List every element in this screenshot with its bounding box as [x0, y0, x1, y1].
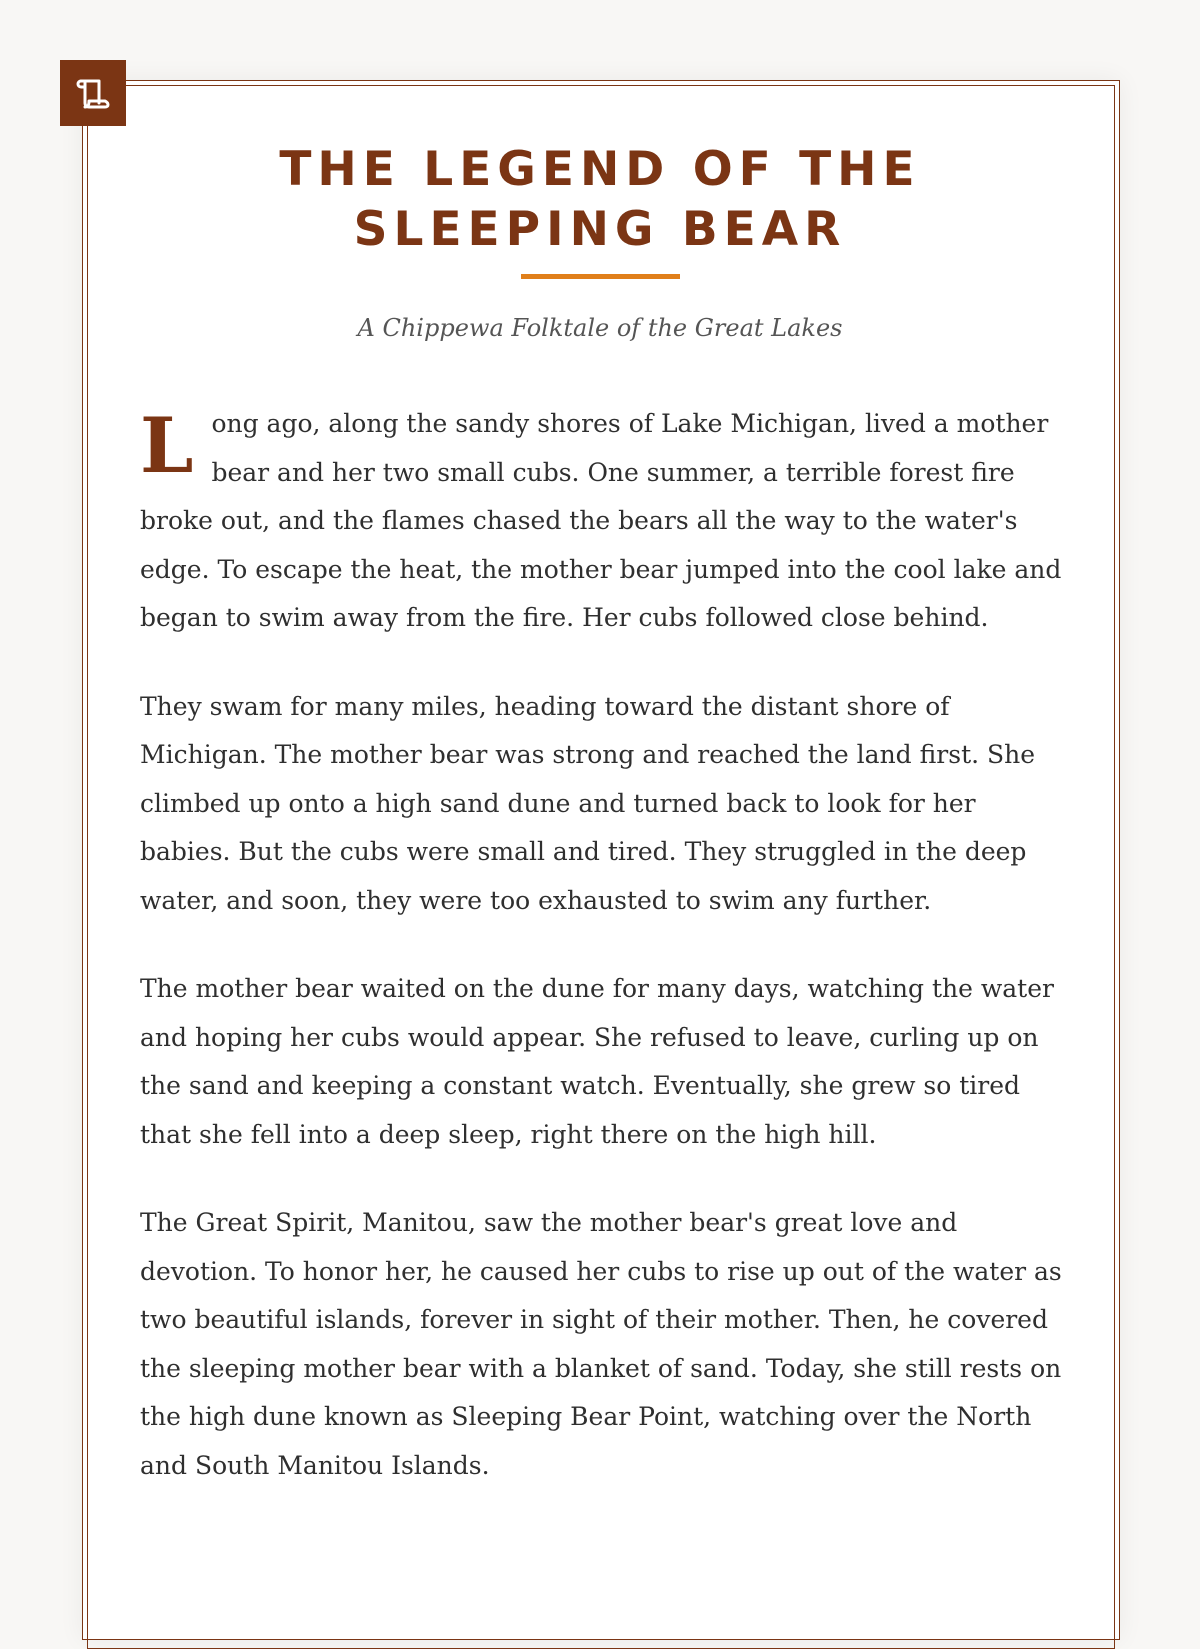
- story-subtitle: A Chippewa Folktale of the Great Lakes: [357, 314, 843, 342]
- drop-cap: L: [140, 401, 194, 490]
- story-paragraph-3: The mother bear waited on the dune for many days, watching the water and hoping her cubs would appear. She refused to leave, curling up on the sand and keeping a constant watch. Eventually, she grew so tired that she fell into a deep sleep, right there on the high hill.: [140, 974, 1054, 1149]
- story-body: [140, 400, 1070, 1530]
- story-title: THE LEGEND OF THE SLEEPING BEAR: [279, 142, 921, 257]
- story-paragraph-2: They swam for many miles, heading toward the distant shore of Michigan. The mother bear was strong and reached the land first. She climbed up onto a high sand dune and turned back to look for her babies. But the cubs were small and tired. They struggled in the deep water, and soon, they were too exhausted to swim any further.: [140, 691, 1036, 915]
- story-paragraph-1: [140, 400, 1070, 643]
- scroll-icon: [73, 73, 113, 113]
- paragraph-1-text: ong ago, along the sandy shores of Lake Michigan, lived a mother bear and her two small cubs. One summer, a terrible forest fire broke out, and the flames chased the bears all the way to the water's edge. To escape the heat, the mother bear jumped into the cool lake and began to swim away from the fire. Her cubs followed close behind.: [140, 409, 1062, 632]
- scroll-badge: [60, 60, 126, 126]
- title-underline: [521, 274, 680, 279]
- story-paragraph-4: The Great Spirit, Manitou, saw the mother bear's great love and devotion. To honor her, he caused her cubs to rise up out of the water as two beautiful islands, forever in sight of their mother. Then, he covered the sleeping mother bear with a blanket of sand. Today, she still rests on the high dune known as Sleeping Bear Point, watching over the North and South Manitou Islands.: [140, 1208, 1062, 1480]
